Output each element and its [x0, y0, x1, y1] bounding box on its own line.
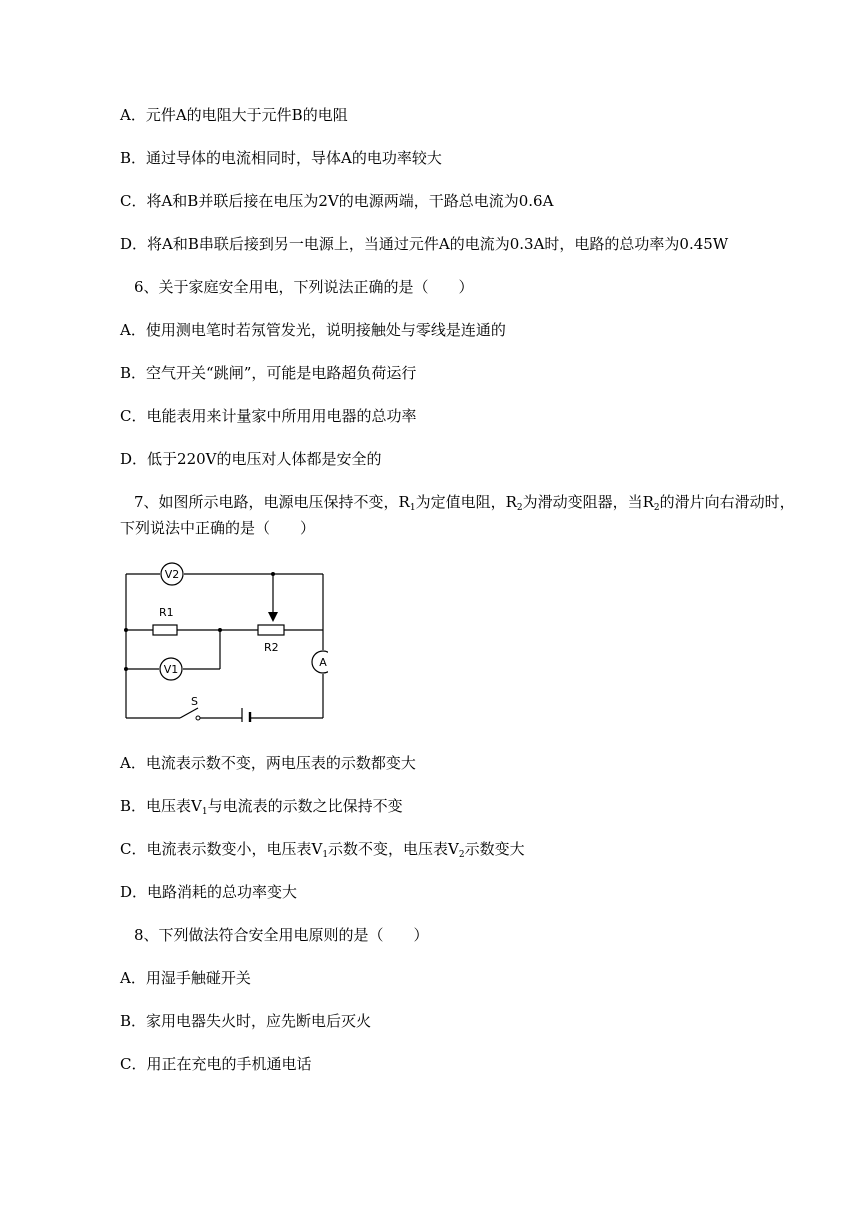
- junction-dot: [124, 667, 128, 671]
- junction-dot: [124, 628, 128, 632]
- q5-option-b: B．通过导体的电流相同时，导体A的电功率较大: [120, 149, 442, 167]
- r1-label: R1: [159, 606, 174, 619]
- q7-option-c: C．电流表示数变小，电压表$V_1$示数不变，电压表$V_2$示数变大: [120, 840, 525, 860]
- switch-label: S: [191, 695, 198, 708]
- r2-rheostat: [258, 625, 284, 635]
- q5-option-c: C．将A和B并联后接在电压为2V的电源两端，干路总电流为0.6A: [120, 192, 554, 210]
- q8-option-b: B．家用电器失火时，应先断电后灭火: [120, 1012, 372, 1030]
- q6-option-a: A．使用测电笔时若氖管发光，说明接触处与零线是连通的: [120, 321, 506, 339]
- voltmeter-v1-label: V1: [163, 663, 179, 676]
- q5-option-a: A．元件A的电阻大于元件B的电阻: [120, 106, 348, 124]
- q6-option-c: C．电能表用来计量家中所用用电器的总功率: [120, 407, 417, 425]
- q7-option-b: B．电压表$V_1$与电流表的示数之比保持不变: [120, 797, 403, 817]
- switch-contact: [196, 716, 200, 720]
- q8-option-c: C．用正在充电的手机通电话: [120, 1055, 312, 1073]
- slider-arrow-icon: [268, 612, 278, 622]
- q7-option-d: D．电路消耗的总功率变大: [120, 883, 298, 901]
- r1-resistor: [153, 625, 177, 635]
- ammeter-label: A: [319, 656, 327, 669]
- q6-option-d: D．低于220V的电压对人体都是安全的: [120, 450, 382, 468]
- q7-option-a: A．电流表示数不变，两电压表的示数都变大: [120, 754, 416, 772]
- q5-option-d: D．将A和B串联后接到另一电源上，当通过元件A的电流为0.3A时，电路的总功率为0.45W: [120, 235, 729, 253]
- q8-stem: 8、下列做法符合安全用电原则的是（ ）: [134, 926, 429, 944]
- r2-label: R2: [264, 641, 279, 654]
- q6-stem: 6、关于家庭安全用电，下列说法正确的是（ ）: [134, 278, 474, 296]
- q8-option-a: A．用湿手触碰开关: [120, 969, 251, 987]
- junction-dot: [271, 572, 275, 576]
- q7-stem-line2: 下列说法中正确的是（ ）: [120, 519, 316, 537]
- voltmeter-v2-label: V2: [164, 568, 180, 581]
- q7-stem: 7、如图所示电路，电源电压保持不变，$R_1$为定值电阻，$R_2$为滑动变阻器，当$R_2$的滑片向右滑动时，: [134, 493, 795, 513]
- q6-option-b: B．空气开关“跳闸”，可能是电路超负荷运行: [120, 364, 417, 382]
- junction-dot: [218, 628, 222, 632]
- circuit-diagram: [118, 556, 328, 722]
